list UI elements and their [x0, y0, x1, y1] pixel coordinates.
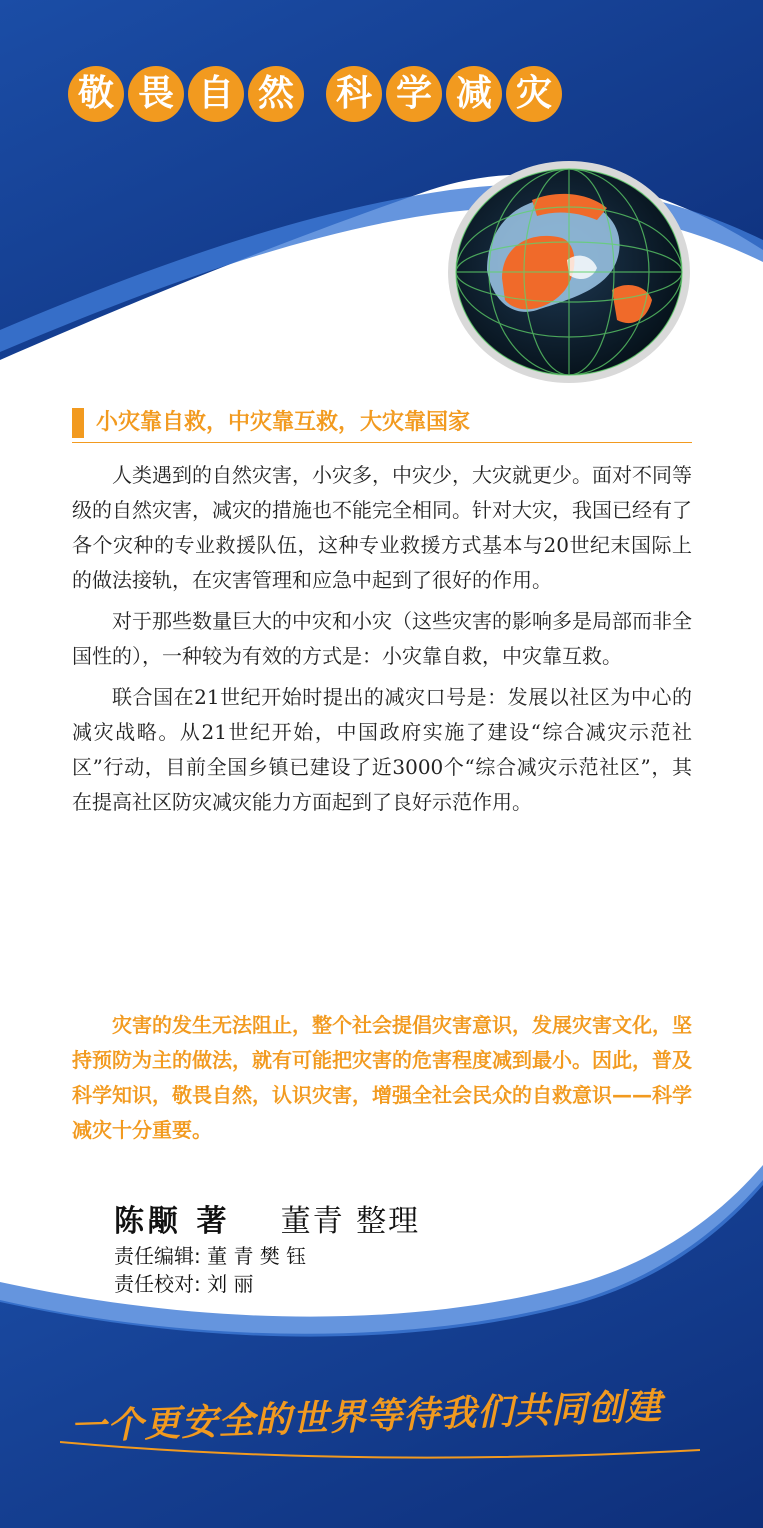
title-char: 畏: [128, 66, 184, 122]
poster-title: [68, 66, 562, 122]
credit-proofreader: 责任校对: 刘 丽: [114, 1272, 254, 1296]
title-char: 然: [248, 66, 304, 122]
slogan: 一个更安全的世界等待我们共同创建: [69, 1386, 663, 1448]
title-char: 自: [188, 66, 244, 122]
author-name: 陈颙 著: [114, 1204, 231, 1239]
credits: [114, 1242, 306, 1298]
title-char: 学: [386, 66, 442, 122]
title-char: 灾: [506, 66, 562, 122]
highlight-paragraph: 灾害的发生无法阻止，整个社会提倡灾害意识，发展灾害文化，坚持预防为主的做法，就有可能把灾害的危害程度减到最小。因此，普及科学知识，敬畏自然，认识灾害，增强全社会民众的自救意识——科学减灾十分重要。: [72, 1013, 692, 1142]
slogan-underline: [60, 1430, 700, 1470]
paragraph: 对于那些数量巨大的中灾和小灾（这些灾害的影响多是局部而非全国性的），一种较为有效的方式是：小灾靠自救，中灾靠互救。: [72, 609, 692, 668]
authors-line: [114, 1196, 420, 1240]
title-char: 减: [446, 66, 502, 122]
credit-editor: 责任编辑: 董 青 樊 钰: [114, 1244, 307, 1268]
body-text: [72, 458, 692, 826]
title-char: 敬: [68, 66, 124, 122]
paragraph: 联合国在21世纪开始时提出的减灾口号是：发展以社区为中心的减灾战略。从21世纪开始，中国政府实施了建设“综合减灾示范社区”行动，目前全国乡镇已建设了近3000个“综合减灾示范社区”，其在提高社区防灾减灾能力方面起到了良好示范作用。: [72, 685, 692, 814]
section-heading: [72, 406, 692, 443]
title-char: 科: [326, 66, 382, 122]
section-heading-text: 小灾靠自救，中灾靠互救，大灾靠国家: [96, 410, 471, 435]
editor-name: 董青 整理: [280, 1204, 421, 1239]
heading-marker: [72, 408, 84, 438]
earth-globe-icon: [447, 160, 691, 384]
paragraph: 人类遇到的自然灾害，小灾多，中灾少，大灾就更少。面对不同等级的自然灾害，减灾的措施也不能完全相同。针对大灾，我国已经有了各个灾种的专业救援队伍，这种专业救援方式基本与20世纪末国际上的做法接轨，在灾害管理和应急中起到了很好的作用。: [72, 463, 692, 592]
